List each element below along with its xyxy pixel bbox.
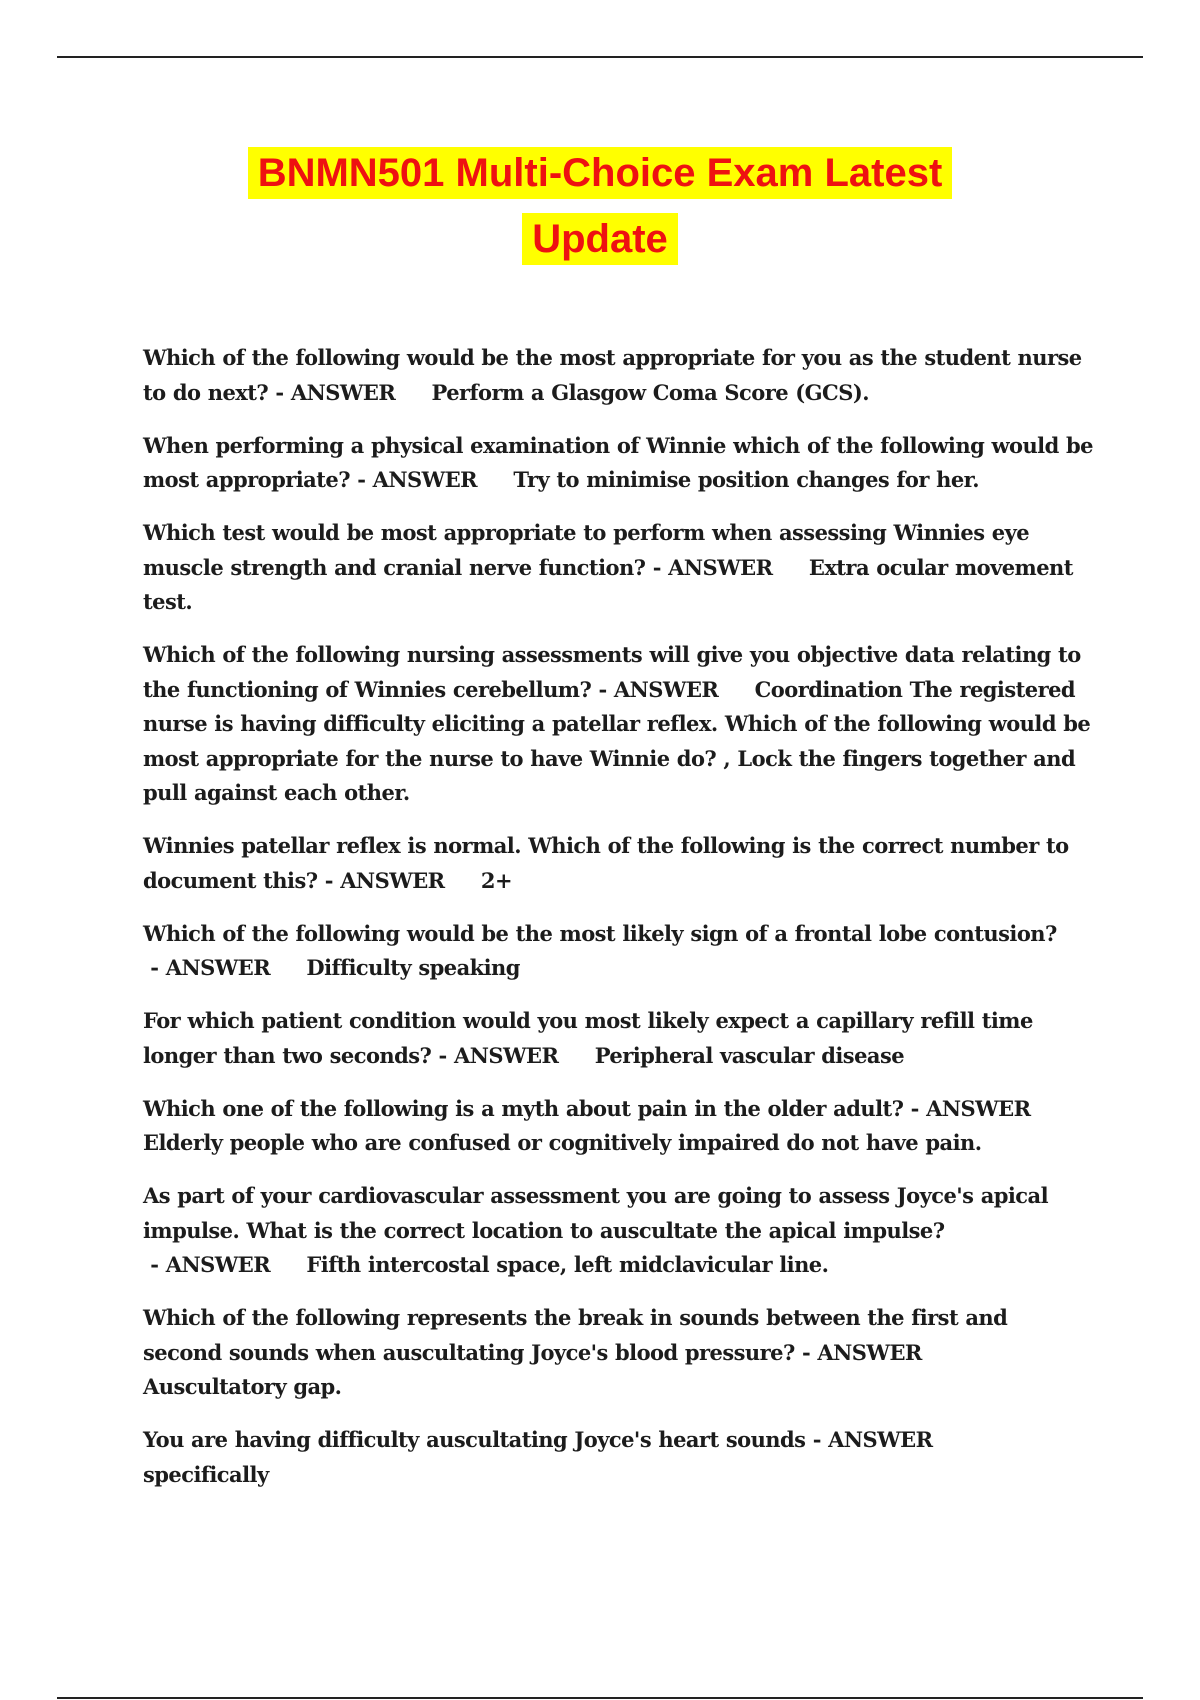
question-text: Which of the following represents the break in sounds between the first and second sounds when auscultating Joyce's blood pressure? [143,1305,1008,1365]
answer-label: ANSWER [453,1042,559,1068]
qa-item [143,1301,1093,1405]
qa-item [143,429,1093,498]
answer-text: Difficulty speaking [306,955,520,980]
answer-text: Extra ocular movement test. [143,554,1073,614]
question-text: Which one of the following is a myth about pain in the older adult? [143,1095,904,1121]
qa-item [143,1179,1093,1283]
answer-label: ANSWER [290,379,396,405]
answer-label: ANSWER [340,867,445,893]
qa-item [143,516,1093,620]
question-text: When performing a physical examination of Winnie which of the following would be most appropriate? [143,432,1093,492]
question-text: Which of the following would be the most likely sign of a frontal lobe contusion? [143,920,1057,946]
answer-text: 2+ [480,867,513,893]
answer-label: ANSWER [372,467,478,492]
answer-text: Peripheral vascular disease [594,1042,905,1068]
answer-separator: - [794,1339,818,1365]
answer-text: Auscultatory gap. [143,1374,342,1399]
question-text: For which patient condition would you most likely expect a capillary refill time longer than two seconds? [143,1008,1033,1068]
qa-item [143,1423,1093,1492]
qa-item [143,1092,1093,1161]
question-text: You are having difficulty auscultating Joyce's heart sounds [143,1427,806,1452]
qa-item [143,917,1093,986]
answer-separator: - [805,1427,829,1452]
answer-label: ANSWER [817,1339,922,1365]
question-text: Which test would be most appropriate to perform when assessing Winnies eye muscle strength and cranial nerve function? [143,520,1030,580]
answer-text: Perform a Glasgow Coma Score (GCS). [431,379,869,405]
title-line-2: Update [522,213,678,265]
question-text: Winnies patellar reflex is normal. Which of the following is the correct number to document this? [143,833,1069,893]
qa-item [143,829,1093,898]
top-rule [57,56,1143,58]
qa-item [143,1004,1093,1073]
bottom-rule [57,1697,1143,1699]
answer-separator: - [143,1252,166,1277]
answer-label: ANSWER [613,676,719,702]
answer-separator: - [431,1042,454,1068]
title-line-1: BNMN501 Multi-Choice Exam Latest [248,147,953,199]
answer-separator: - [317,867,341,893]
answer-text: specifically [143,1461,269,1487]
answer-label: ANSWER [828,1427,933,1452]
document-title [0,140,1200,272]
qa-item [143,341,1093,410]
answer-text: Fifth intercostal space, left midclavicular line. [306,1252,829,1277]
answer-label: ANSWER [668,554,773,580]
question-text: Which of the following would be the most appropriate for you as the student nurse to do next? [143,345,1082,405]
answer-separator: - [645,554,669,580]
qa-list [143,341,1093,1511]
answer-separator: - [591,676,614,702]
answer-label: ANSWER [165,1252,271,1277]
answer-separator: - [143,955,166,980]
answer-separator: - [349,467,373,492]
answer-label: ANSWER [926,1095,1031,1121]
question-text: As part of your cardiovascular assessment you are going to assess Joyce's apical impulse. What is the correct location to auscultate the apical impulse? [143,1183,1049,1243]
answer-text: Elderly people who are confused or cognitively impaired do not have pain. [143,1130,982,1155]
answer-separator: - [903,1095,927,1121]
qa-item [143,638,1093,811]
answer-separator: - [268,379,291,405]
answer-text: Coordination The registered nurse is having difficulty eliciting a patellar reflex. Which of the following would be most appropriate for the nurse to have Winnie do? , Lock the fingers together and pull against each other. [143,676,1091,805]
answer-text: Try to minimise position changes for her. [513,467,980,492]
question-text: Which of the following nursing assessments will give you objective data relating to the functioning of Winnies cerebellum? [143,642,1081,702]
answer-label: ANSWER [165,955,271,980]
